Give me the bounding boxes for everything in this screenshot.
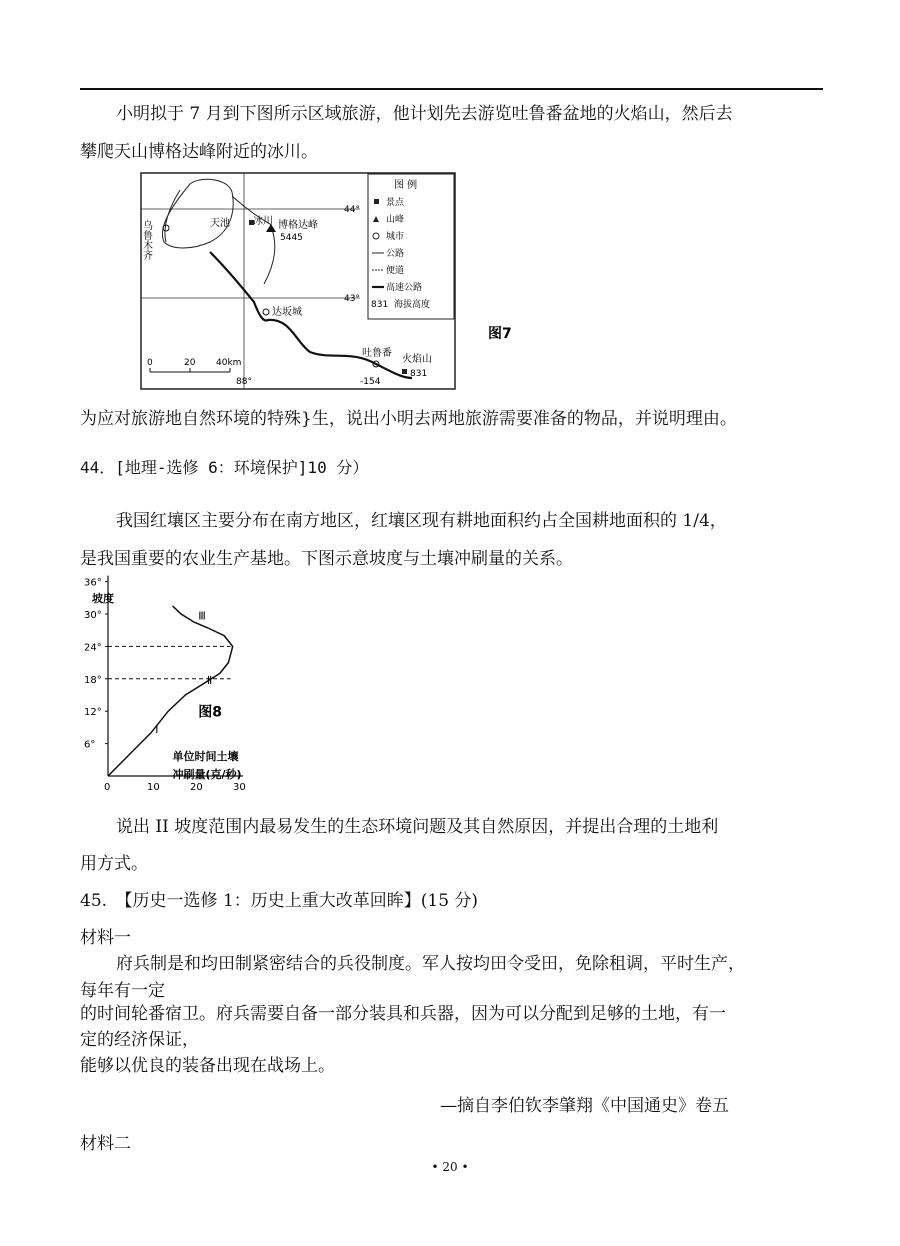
- legend-code: 831: [371, 300, 389, 310]
- bogda-elev: 5445: [280, 233, 303, 243]
- material-2-label: 材料二: [80, 1134, 131, 1154]
- flaming-elev: 831: [410, 369, 428, 379]
- map-figure-7: [140, 172, 540, 392]
- q44-para-1: 我国红壤区主要分布在南方地区，红壤区现有耕地面积约占全国耕地面积的 1/4，: [116, 511, 727, 531]
- y-tick-label: 24°: [84, 642, 102, 654]
- scale-40: 40km: [216, 358, 242, 368]
- material-1-line-3: 的时间轮番宿卫。府兵需要自备一部分装具和兵器，因为可以分配到足够的土地，有一: [80, 1004, 726, 1024]
- lat-43: 43°: [344, 294, 360, 304]
- legend-item-city: 城市: [386, 232, 405, 242]
- top-rule: [80, 88, 823, 90]
- material-1-line-4: 定的经济保证，: [80, 1030, 199, 1050]
- x-tick-label: 20: [190, 782, 203, 793]
- intro-line-2: 攀爬天山博格达峰附近的冰川。: [80, 142, 318, 162]
- segment-label-1: Ⅰ: [155, 722, 159, 736]
- material-1-source: —摘自李伯钦李肇翔《中国通史》卷五: [440, 1096, 729, 1116]
- y-tick-label: 6°: [84, 739, 96, 751]
- y-axis-title: 坡度: [92, 592, 114, 605]
- legend-title: 图 例: [394, 180, 418, 191]
- material-1-line-5: 能够以优良的装备出现在战场上。: [80, 1056, 335, 1076]
- material-1-label: 材料一: [80, 928, 131, 948]
- urumqi-label: 乌鲁木齐: [140, 220, 152, 260]
- q43-prompt: 为应对旅游地自然环境的特殊}生，说出小明去两地旅游需要准备的物品，并说明理由。: [80, 409, 737, 429]
- page-number: • 20 •: [431, 1160, 469, 1174]
- segment-label-3: Ⅲ: [198, 609, 206, 623]
- intro-line-1: 小明拟于 7 月到下图所示区域旅游，他计划先去游览吐鲁番盆地的火焰山，然后去: [116, 104, 733, 124]
- figure-7-label: 图7: [488, 326, 512, 342]
- legend-item-elevation: 海拔高度: [394, 300, 431, 310]
- y-tick-label: 12°: [84, 707, 102, 719]
- scale-0: 0: [147, 358, 153, 368]
- y-tick-label: 30°: [84, 610, 102, 621]
- dabancheng-label: 达坂城: [272, 307, 302, 318]
- segment-label-2: Ⅱ: [206, 674, 213, 688]
- material-1-line-1: 府兵制是和均田制紧密结合的兵役制度。军人按均田令受田，免除租调，平时生产，: [116, 954, 745, 974]
- turpan-label: 吐鲁番: [362, 348, 392, 359]
- q44-question-1: 说出 II 坡度范围内最易发生的生态环境问题及其自然原因，并提出合理的土地利: [116, 817, 719, 837]
- y-tick-label: 18°: [84, 674, 102, 686]
- turpan-elev: -154: [360, 377, 381, 387]
- legend-item-scenic: 景点: [386, 198, 405, 208]
- legend-item-road: 公路: [386, 249, 405, 259]
- bogda-label: 博格达峰: [278, 220, 318, 231]
- tianchi-label: 天池: [210, 218, 230, 229]
- x-tick-label: 0: [104, 782, 111, 793]
- y-tick-label: 36°: [84, 577, 102, 589]
- material-1-line-2: 每年有一定: [80, 981, 165, 1001]
- q44-question-2: 用方式。: [80, 854, 148, 874]
- q44-para-2: 是我国重要的农业生产基地。下图示意坡度与土壤冲刷量的关系。: [80, 549, 573, 569]
- figure-8-label: 图8: [198, 704, 223, 721]
- q44-heading: 44．[地理-选修 6：环境保护]10 分）: [80, 458, 369, 477]
- slope-erosion-chart: [80, 577, 380, 796]
- x-tick-label: 30: [233, 782, 246, 793]
- x-tick-label: 10: [147, 782, 160, 793]
- x-axis-title-2: 冲刷量(克/秒): [172, 768, 242, 781]
- glacier-label: 冰川: [253, 216, 273, 227]
- lat-44: 44°: [344, 205, 360, 215]
- legend-item-expressway: 高速公路: [386, 283, 423, 293]
- flaming-label: 火焰山: [402, 354, 432, 365]
- q45-heading: 45. 【历史一选修 1：历史上重大改革回眸】(15 分): [80, 891, 479, 911]
- lon-88: 88°: [236, 377, 252, 387]
- scale-20: 20: [184, 358, 196, 368]
- legend-item-path: 便道: [386, 266, 405, 276]
- x-axis-title-1: 单位时间土壤: [172, 749, 239, 763]
- legend-item-peak: 山峰: [386, 215, 405, 225]
